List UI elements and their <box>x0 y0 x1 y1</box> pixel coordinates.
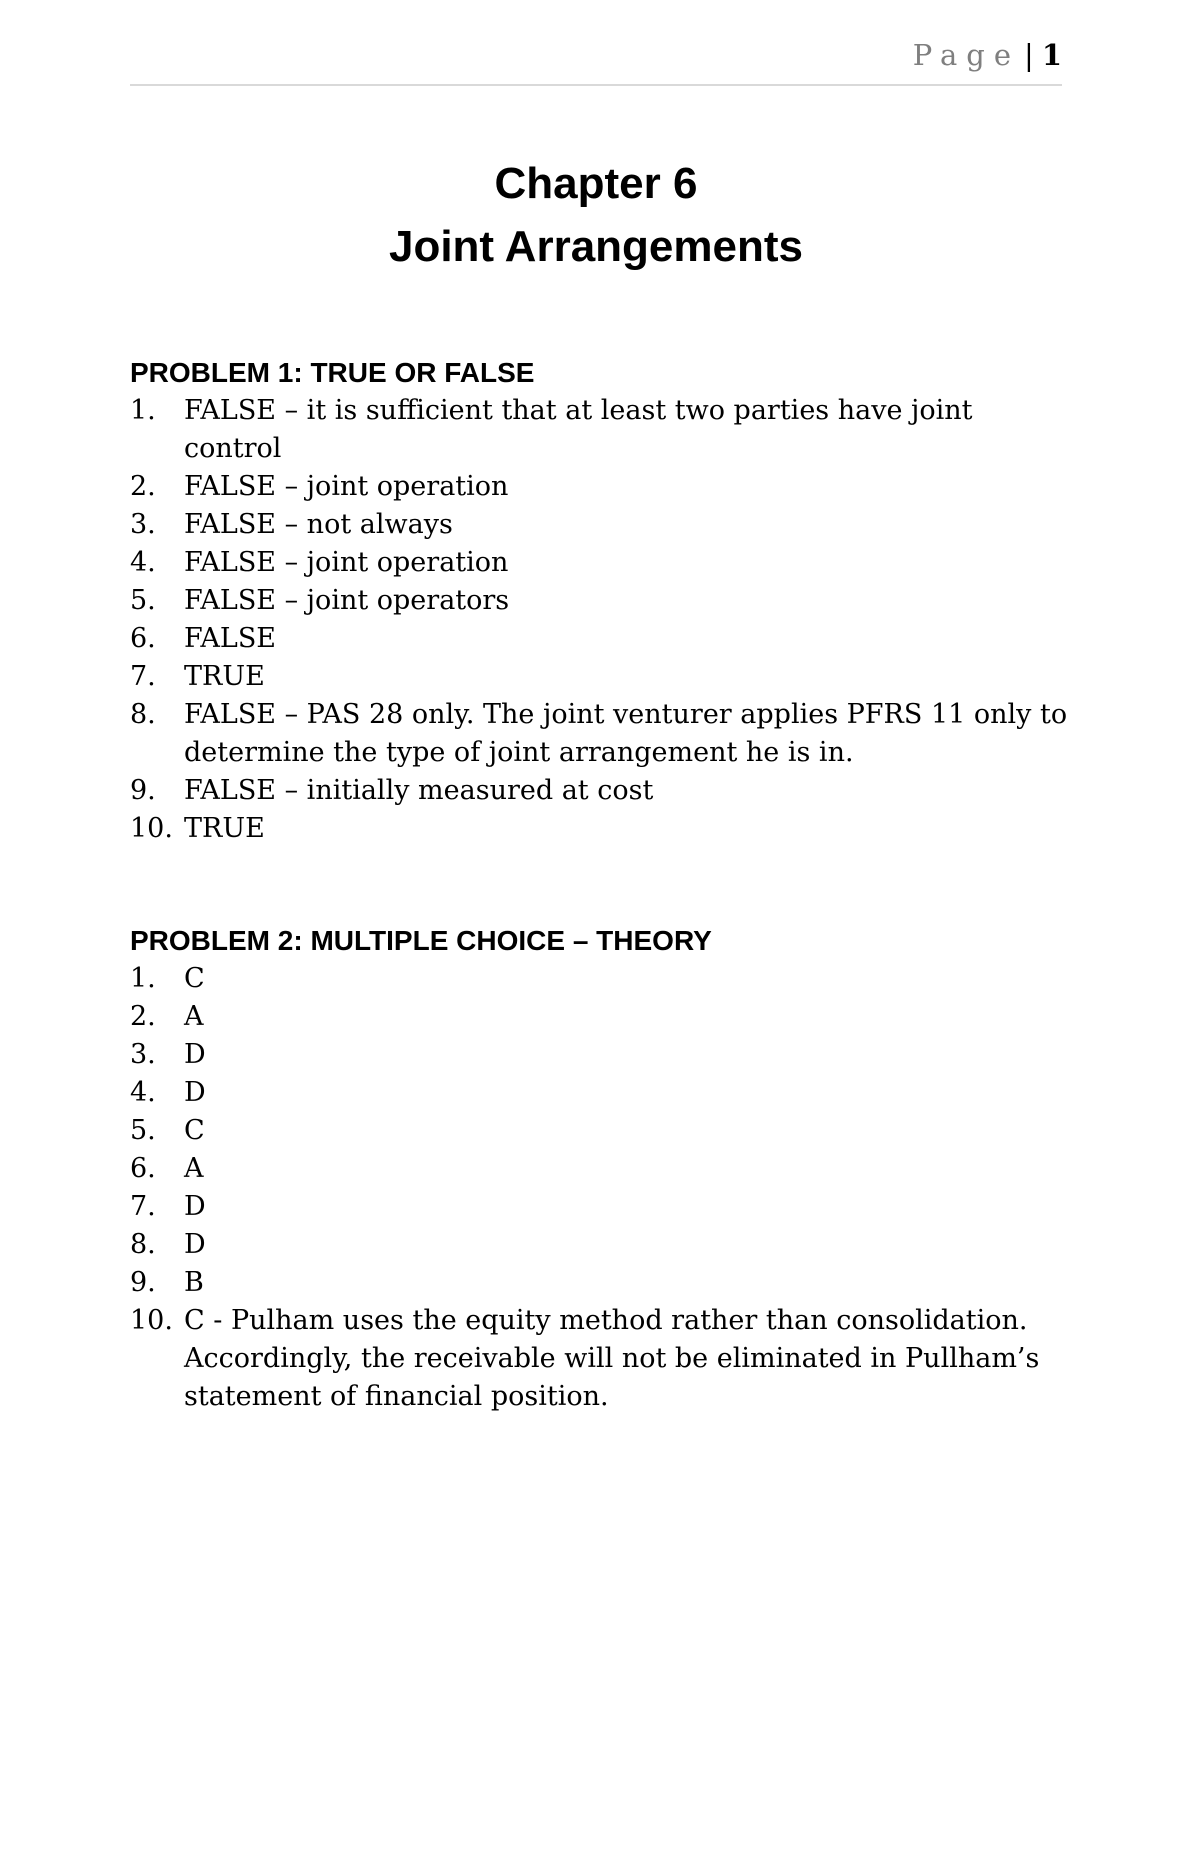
page-number: 1 <box>1041 38 1062 72</box>
item-text: FALSE – joint operation <box>184 471 509 502</box>
list-item <box>130 1150 1070 1188</box>
problem-1-heading: PROBLEM 1: TRUE OR FALSE <box>130 357 535 388</box>
item-text: A <box>184 1153 204 1184</box>
item-text: FALSE – PAS 28 only. The joint venturer applies PFRS 11 only to determine the type of joint arrangement he is in. <box>184 699 1068 768</box>
item-number: 3. <box>130 1039 156 1070</box>
page-header <box>130 38 1062 86</box>
item-text: FALSE – it is sufficient that at least two parties have joint control <box>184 395 973 464</box>
page-separator: | <box>1024 38 1034 72</box>
problem-2-section <box>130 922 1070 1416</box>
problem-2-heading: PROBLEM 2: MULTIPLE CHOICE – THEORY <box>130 925 712 956</box>
item-number: 3. <box>130 509 156 540</box>
item-text: A <box>184 1001 204 1032</box>
problem-1-section <box>130 354 1070 848</box>
item-number: 4. <box>130 547 156 578</box>
item-text: D <box>184 1229 206 1260</box>
item-text: FALSE – initially measured at cost <box>184 775 654 806</box>
list-item <box>130 1302 1070 1416</box>
chapter-title-block <box>130 152 1062 278</box>
list-item <box>130 506 1070 544</box>
chapter-subtitle: Joint Arrangements <box>388 222 803 271</box>
list-item <box>130 582 1070 620</box>
item-text: FALSE <box>184 623 277 654</box>
item-text: TRUE <box>184 813 265 844</box>
list-item <box>130 810 1070 848</box>
problem-1-list <box>130 392 1070 848</box>
item-text: D <box>184 1191 206 1222</box>
item-text: D <box>184 1039 206 1070</box>
item-number: 8. <box>130 699 156 730</box>
item-number: 2. <box>130 471 156 502</box>
list-item <box>130 392 1070 468</box>
list-item <box>130 696 1070 772</box>
item-number: 1. <box>130 395 156 426</box>
item-number: 8. <box>130 1229 156 1260</box>
item-number: 5. <box>130 1115 156 1146</box>
item-number: 7. <box>130 1191 156 1222</box>
item-number: 1. <box>130 963 156 994</box>
list-item <box>130 998 1070 1036</box>
item-number: 5. <box>130 585 156 616</box>
item-text: C <box>184 963 205 994</box>
list-item <box>130 960 1070 998</box>
item-text: FALSE – joint operators <box>184 585 510 616</box>
list-item <box>130 1036 1070 1074</box>
item-text: FALSE – not always <box>184 509 453 540</box>
item-text: FALSE – joint operation <box>184 547 509 578</box>
list-item <box>130 1188 1070 1226</box>
item-number: 6. <box>130 623 156 654</box>
chapter-title: Chapter 6 <box>494 159 698 208</box>
list-item <box>130 1264 1070 1302</box>
item-text: C <box>184 1115 205 1146</box>
list-item <box>130 658 1070 696</box>
list-item <box>130 620 1070 658</box>
list-item <box>130 468 1070 506</box>
item-number: 9. <box>130 1267 156 1298</box>
list-item <box>130 772 1070 810</box>
item-text: C - Pulham uses the equity method rather than consolidation. Accordingly, the receivable will not be eliminated in Pullham’s statement of financial position. <box>184 1305 1040 1412</box>
item-number: 9. <box>130 775 156 806</box>
list-item <box>130 1226 1070 1264</box>
item-number: 2. <box>130 1001 156 1032</box>
page-label: Page <box>912 38 1021 72</box>
item-number: 4. <box>130 1077 156 1108</box>
problem-2-list <box>130 960 1070 1416</box>
item-number: 10. <box>130 1305 173 1336</box>
item-number: 10. <box>130 813 173 844</box>
item-number: 6. <box>130 1153 156 1184</box>
item-text: D <box>184 1077 206 1108</box>
item-text: B <box>184 1267 204 1298</box>
list-item <box>130 1074 1070 1112</box>
list-item <box>130 544 1070 582</box>
list-item <box>130 1112 1070 1150</box>
item-number: 7. <box>130 661 156 692</box>
item-text: TRUE <box>184 661 265 692</box>
